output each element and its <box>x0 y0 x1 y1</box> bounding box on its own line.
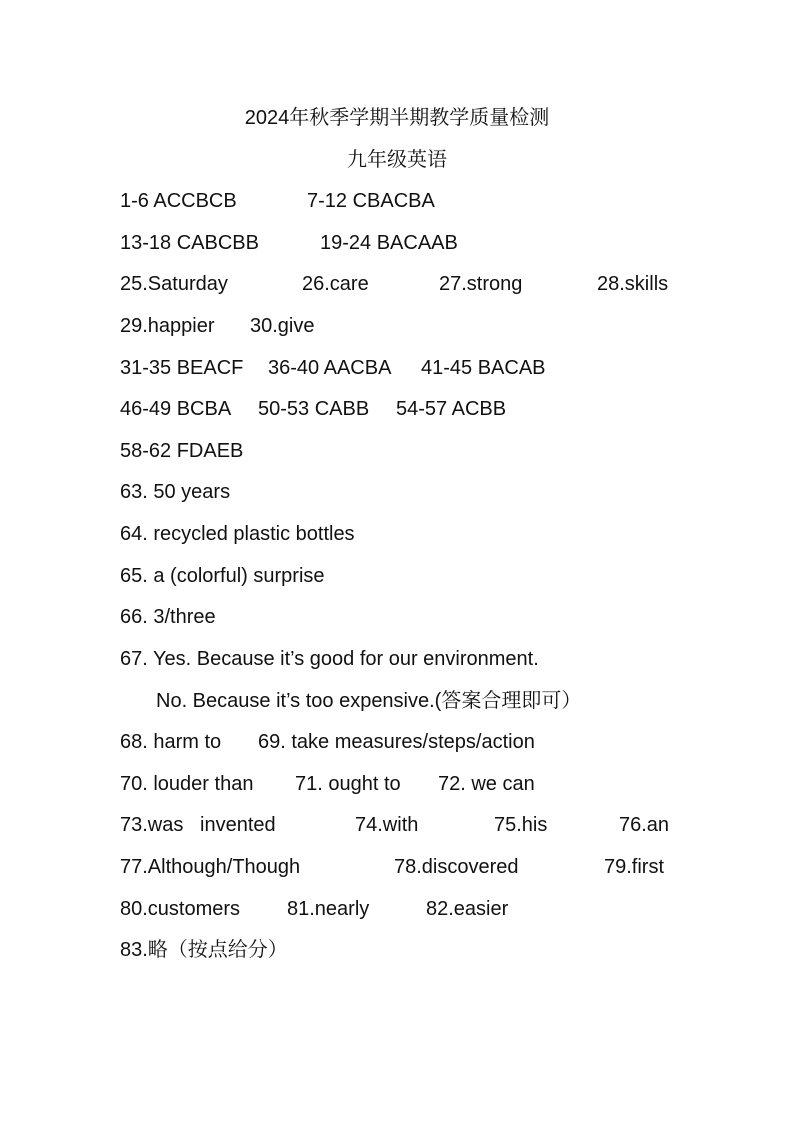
answer-item: 13-18 CABCBB <box>120 232 259 254</box>
answer-item: 31-35 BEACF <box>120 357 244 379</box>
answer-item: 30.give <box>250 315 315 337</box>
answer-line <box>120 355 740 381</box>
answer-item: 72. we can <box>438 773 535 795</box>
answer-line <box>120 188 740 214</box>
answer-line <box>120 396 740 422</box>
answer-item: 75.his <box>494 814 548 836</box>
answer-item: 68. harm to <box>120 731 222 753</box>
answer-line <box>120 604 740 630</box>
answer-line <box>120 812 740 838</box>
answer-line <box>120 771 740 797</box>
answer-item: 28.skills <box>597 273 669 295</box>
answer-item: 25.Saturday <box>120 273 228 295</box>
answer-item: 54-57 ACBB <box>396 398 507 420</box>
answer-line <box>120 854 740 880</box>
answer-item: 58-62 FDAEB <box>120 440 244 462</box>
answer-line <box>120 563 740 589</box>
answer-item: 46-49 BCBA <box>120 398 232 420</box>
answer-line <box>120 896 740 922</box>
answer-item: 83.略（按点给分） <box>120 939 288 961</box>
answer-line <box>120 521 740 547</box>
answer-item: 41-45 BACAB <box>421 357 546 379</box>
answer-item: 65. a (colorful) surprise <box>120 565 325 587</box>
answer-item: 81.nearly <box>287 898 370 920</box>
answer-line <box>120 729 740 755</box>
answer-item: 29.happier <box>120 315 215 337</box>
answer-item: 74.with <box>355 814 419 836</box>
answer-line <box>120 646 740 672</box>
answer-item: 80.customers <box>120 898 241 920</box>
answer-item: 69. take measures/steps/action <box>258 731 535 753</box>
answer-item: 19-24 BACAAB <box>320 232 458 254</box>
answer-item: 76.an <box>619 814 670 836</box>
answer-line <box>120 313 740 339</box>
answer-item: 27.strong <box>439 273 523 295</box>
answer-item: 66. 3/three <box>120 606 216 628</box>
answer-item: 50-53 CABB <box>258 398 370 420</box>
answer-item: 26.care <box>302 273 369 295</box>
answer-item: 64. recycled plastic bottles <box>120 523 355 545</box>
answer-item: 71. ought to <box>295 773 401 795</box>
answer-item: No. Because it’s too expensive.(答案合理即可） <box>156 690 582 712</box>
answer-line <box>120 479 740 505</box>
answer-item: 70. louder than <box>120 773 254 795</box>
answer-item: 67. Yes. Because it’s good for our environment. <box>120 648 539 670</box>
answer-item: 36-40 AACBA <box>268 357 392 379</box>
answer-line <box>120 688 740 714</box>
document-subtitle: 九年级英语 <box>347 149 447 171</box>
answer-item: 7-12 CBACBA <box>307 190 435 212</box>
answer-line <box>120 230 740 256</box>
answer-line <box>120 937 740 963</box>
answer-item: 63. 50 years <box>120 481 231 503</box>
answer-item: 73.was invented <box>120 814 276 836</box>
document-title: 2024年秋季学期半期教学质量检测 <box>244 107 550 129</box>
answer-item: 1-6 ACCBCB <box>120 190 237 212</box>
answer-item: 79.first <box>604 856 665 878</box>
answer-item: 78.discovered <box>394 856 519 878</box>
answer-line <box>120 271 740 297</box>
answer-item: 77.Although/Though <box>120 856 301 878</box>
answer-item: 82.easier <box>426 898 509 920</box>
answer-line <box>120 438 740 464</box>
